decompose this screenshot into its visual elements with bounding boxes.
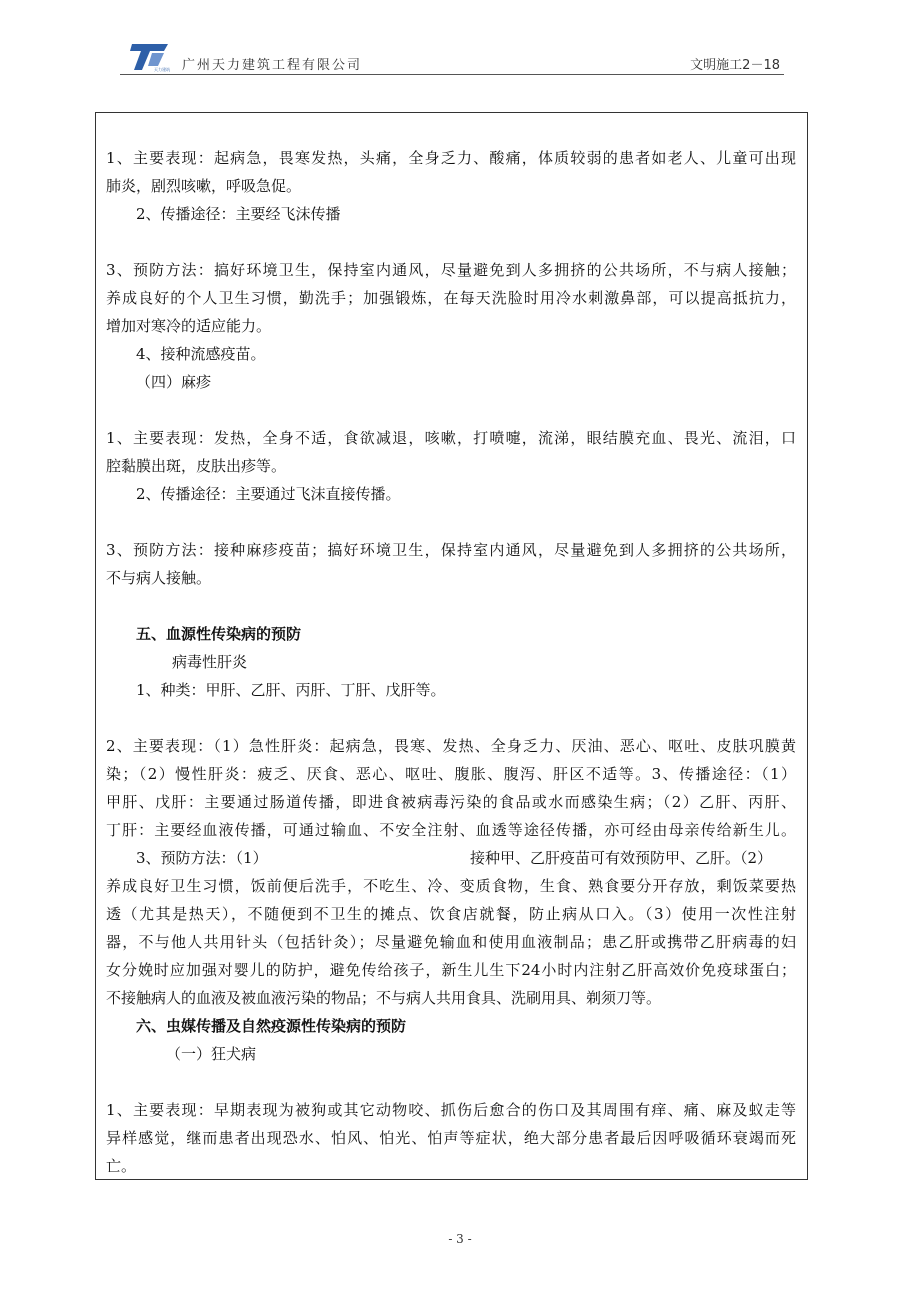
company-name: 广州天力建筑工程有限公司 — [182, 58, 363, 73]
section-heading: 六、虫媒传播及自然疫源性传染病的预防 — [136, 1017, 407, 1035]
text-line: 肺炎，剧烈咳嗽，呼吸急促。 — [106, 177, 302, 195]
section-heading: 五、血源性传染病的预防 — [136, 625, 302, 643]
text-line: 器，不与他人共用针头（包括针灸）；尽量避免输血和使用血液制品；患乙肝或携带乙肝病毒的妇 — [106, 933, 796, 951]
text-line: 3、预防方法：搞好环境卫生，保持室内通风，尽量避免到人多拥挤的公共场所，不与病人接触； — [106, 261, 796, 279]
page-number: - 3 - — [448, 1232, 472, 1246]
text-line: 3、预防方法：接种麻疹疫苗；搞好环境卫生，保持室内通风，尽量避免到人多拥挤的公共场所， — [106, 541, 796, 559]
text-line: 异样感觉，继而患者出现恐水、怕风、怕光、怕声等症状，绝大部分患者最后因呼吸循环衰竭而死 — [106, 1129, 796, 1147]
text-line: 不接触病人的血液及被血液污染的物品；不与病人共用食具、洗刷用具、剃须刀等。 — [106, 989, 662, 1007]
text-line: 3、预防方法：（1） — [136, 849, 268, 867]
text-line: 不与病人接触。 — [106, 569, 212, 587]
company-logo-icon — [128, 42, 172, 72]
text-line: 亡。 — [106, 1157, 137, 1175]
text-line: 腔黏膜出斑，皮肤出疹等。 — [106, 457, 287, 475]
text-line: 1、主要表现：早期表现为被狗或其它动物咬、抓伤后愈合的伤口及其周围有痒、痛、麻及蚁走等 — [106, 1101, 796, 1119]
text-line: 2、主要表现：（1）急性肝炎：起病急，畏寒、发热、全身乏力、厌油、恶心、呕吐、皮肤巩膜黄 — [106, 737, 796, 755]
text-line: 接种甲、乙肝疫苗可有效预防甲、乙肝。（2） — [470, 849, 773, 867]
section-subheading: （一）狂犬病 — [166, 1045, 257, 1063]
text-line: 养成良好卫生习惯，饭前便后洗手，不吃生、冷、变质食物，生食、熟食要分开存放，剩饭菜要热 — [106, 877, 796, 895]
text-line: 2、传播途径：主要经飞沫传播 — [136, 205, 341, 223]
text-line: 甲肝、戊肝：主要通过肠道传播，即进食被病毒污染的食品或水而感染生病；（2）乙肝、丙肝、 — [106, 793, 796, 811]
page-header — [120, 38, 784, 75]
section-subheading: 病毒性肝炎 — [172, 653, 248, 671]
text-line: 染；（2）慢性肝炎：疲乏、厌食、恶心、呕吐、腹胀、腹泻、肝区不适等。3、传播途径：（1） — [106, 765, 796, 783]
text-line: 2、传播途径：主要通过飞沫直接传播。 — [136, 485, 401, 503]
text-line: 1、主要表现：发热，全身不适，食欲减退，咳嗽，打喷嚏，流涕，眼结膜充血、畏光、流泪，口 — [106, 429, 796, 447]
text-line: 1、主要表现：起病急，畏寒发热，头痛，全身乏力、酸痛，体质较弱的患者如老人、儿童可出现 — [106, 149, 796, 167]
logo-text: 天力建筑 — [154, 67, 170, 72]
document-number: 文明施工2－18 — [690, 58, 780, 73]
text-line: 丁肝：主要经血液传播，可通过输血、不安全注射、血透等途径传播，亦可经由母亲传给新生儿。 — [106, 821, 796, 839]
text-line: 女分娩时应加强对婴儿的防护，避免传给孩子，新生儿生下24小时内注射乙肝高效价免疫球蛋白； — [106, 961, 796, 979]
text-line: 透（尤其是热天），不随便到不卫生的摊点、饮食店就餐，防止病从口入。（3）使用一次性注射 — [106, 905, 796, 923]
text-line: 4、接种流感疫苗。 — [136, 345, 266, 363]
text-line: 养成良好的个人卫生习惯，勤洗手；加强锻炼，在每天洗脸时用冷水刺激鼻部，可以提高抵抗力， — [106, 289, 796, 307]
section-subheading: （四）麻疹 — [136, 373, 212, 391]
text-line: 增加对寒冷的适应能力。 — [106, 317, 272, 335]
text-line: 1、种类：甲肝、乙肝、丙肝、丁肝、戊肝等。 — [136, 681, 446, 699]
